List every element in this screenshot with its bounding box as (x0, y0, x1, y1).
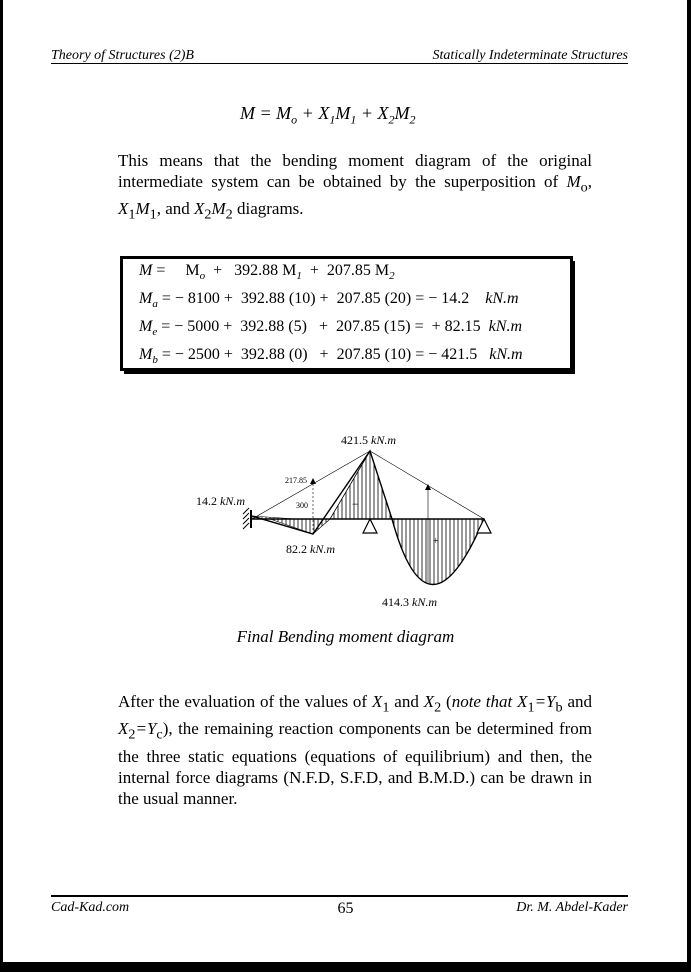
roller-support-b (363, 519, 377, 533)
label-300: 300 (296, 501, 308, 510)
label-82-2: 82.2 kN.m (286, 542, 335, 556)
moment-region-span2 (392, 519, 484, 585)
label-14-2: 14.2 kN.m (196, 494, 245, 508)
header-right-title: Statically Indeterminate Structures (432, 48, 628, 63)
footer-site: Cad-Kad.com (51, 900, 130, 915)
arrow-head-1 (310, 478, 316, 484)
figure-caption: Final Bending moment diagram (236, 627, 455, 646)
equation-row-me: $M_e$ = − 5000 + 392.88 (5) + 207.85 (15) = + 82.15 kN.m (139, 318, 522, 339)
header-left-title: Theory of Structures (2)B (51, 48, 194, 63)
footer-rule (51, 895, 628, 897)
equation-row-general: M = $M_o + 392.88$ $M_1 + 207.85$ $M_2$ (139, 262, 395, 283)
label-421-5: 421.5 kN.m (341, 433, 396, 447)
sign-negative: − (352, 497, 359, 511)
equation-row-mb: $M_b$ = − 2500 + 392.88 (0) + 207.85 (10) = − 421.5 kN.m (139, 346, 523, 367)
paragraph-conclusion: After the evaluation of the values of $X_1$ and $X_2$ (note that $X_1=Y_b$ and $X_2=Y_c$), the remaining reaction components can be determined from the three static equations (equations of equilibrium) and then, the internal force diagrams (N.F.D, S.F.D, and B.M.D.) can be drawn in the usual manner. (118, 692, 592, 808)
superposition-equation: $M = M_o + X_1M_1 + X_2M_2$ (240, 103, 416, 127)
fixed-support (243, 508, 251, 529)
equation-row-ma: $M_a$ = − 8100 + 392.88 (10) + 207.85 (20) = − 14.2 kN.m (139, 290, 519, 311)
label-217-85: 217.85 (285, 476, 307, 485)
page-number: 65 (337, 900, 354, 917)
paragraph-superposition: This means that the bending moment diagram of the original intermediate system can be obtained by the superposition of $M_o$, $X_1M_1$, and $X_2M_2$ diagrams. (118, 151, 592, 223)
label-414-3: 414.3 kN.m (382, 595, 437, 609)
moment-region-hog (330, 451, 392, 519)
sign-positive: + (433, 536, 439, 547)
footer-author: Dr. M. Abdel-Kader (516, 900, 628, 915)
